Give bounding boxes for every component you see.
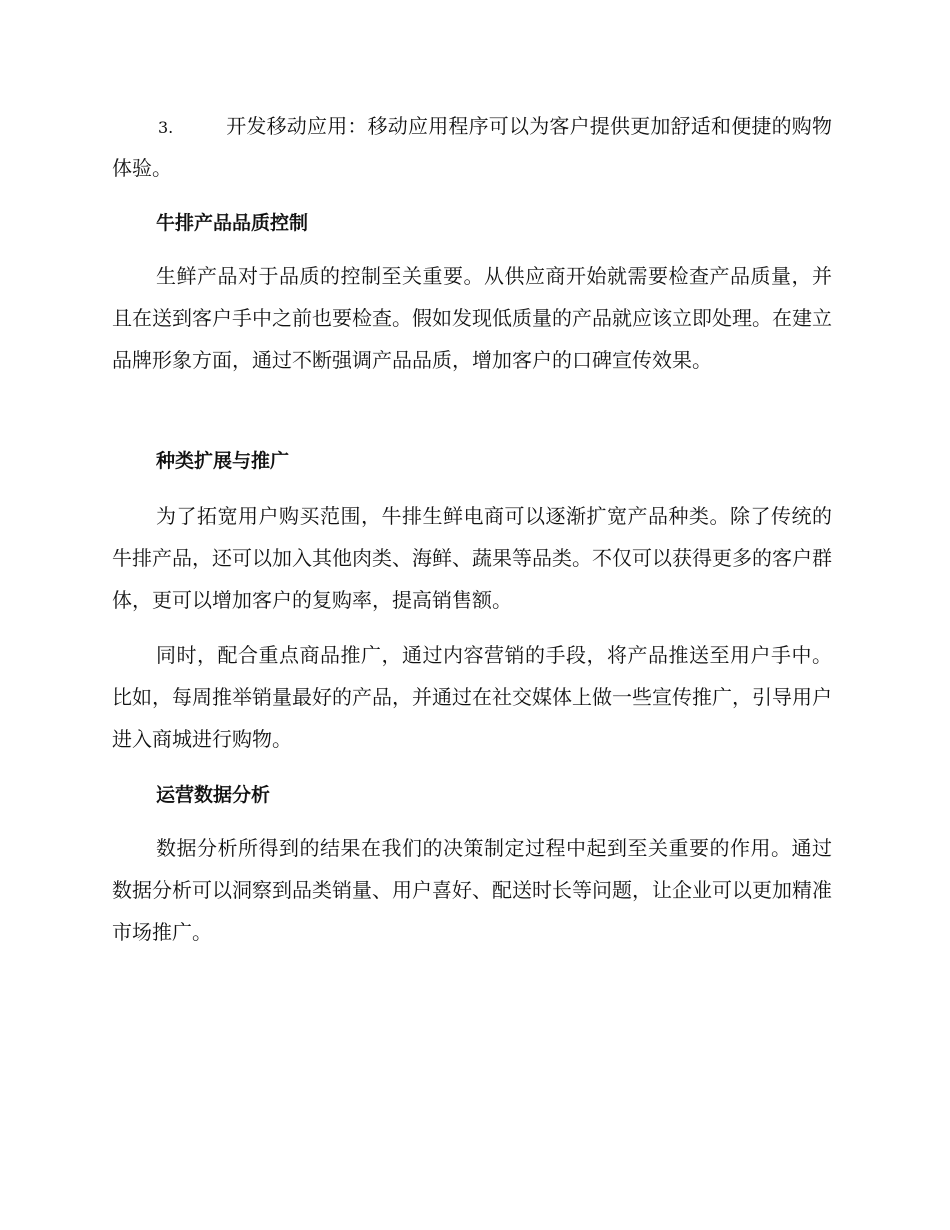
section-heading-quality-control: 牛排产品品质控制 (156, 212, 309, 234)
section-heading-category-expansion: 种类扩展与推广 (156, 450, 290, 472)
paragraph-promotion: 同时，配合重点商品推广，通过内容营销的手段，将产品推送至用户手中。比如，每周推举销量最好的产品，并通过在社交媒体上做一些宣传推广，引导用户进入商城进行购物。 (112, 643, 832, 751)
list-item-3 (112, 106, 832, 188)
list-item-text: 开发移动应用：移动应用程序可以为客户提供更加舒适和便捷的购物体验。 (112, 114, 832, 180)
list-item-number: 3. (158, 118, 174, 137)
paragraph-data-analysis: 数据分析所得到的结果在我们的决策制定过程中起到至关重要的作用。通过数据分析可以洞察到品类销量、用户喜好、配送时长等问题，让企业可以更加精准市场推广。 (112, 836, 832, 944)
paragraph-category-expansion: 为了拓宽用户购买范围，牛排生鲜电商可以逐渐扩宽产品种类。除了传统的牛排产品，还可以加入其他肉类、海鲜、蔬果等品类。不仅可以获得更多的客户群体，更可以增加客户的复购率，提高销售额。 (112, 504, 832, 612)
section-heading-data-analysis: 运营数据分析 (156, 784, 271, 806)
paragraph-quality-control: 生鲜产品对于品质的控制至关重要。从供应商开始就需要检查产品质量，并且在送到客户手中之前也要检查。假如发现低质量的产品就应该立即处理。在建立品牌形象方面，通过不断强调产品品质，增加客户的口碑宣传效果。 (112, 264, 832, 372)
